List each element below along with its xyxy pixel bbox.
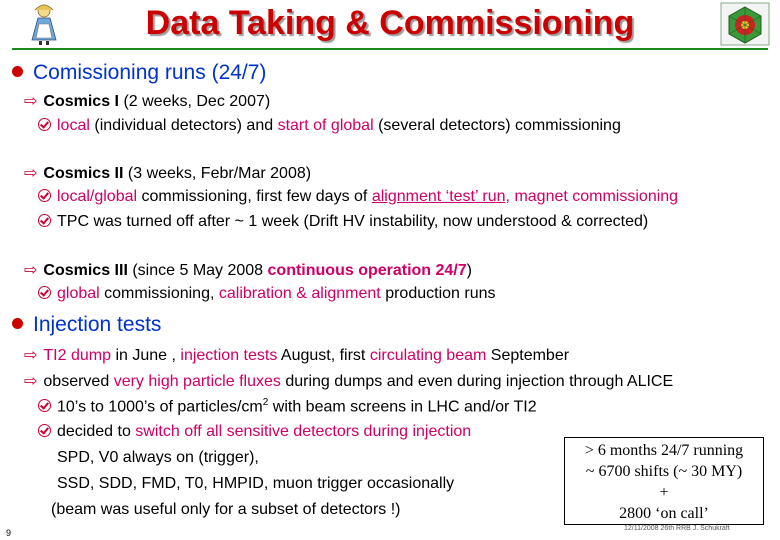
check-circle-icon (38, 286, 51, 299)
cosmics3-detail: global commissioning, calibration & alignment production runs (38, 285, 496, 303)
check-circle-icon (38, 399, 51, 412)
summary-line-3: + (659, 484, 669, 501)
footer-text: 12/11/2008 26th RRB J. Schukraft (624, 525, 730, 532)
outline-arrow-icon: ⇨ (24, 373, 38, 390)
injection-item-2: ⇨ observed very high particle fluxes during dumps and even during injection through ALICE (24, 373, 674, 390)
outline-arrow-icon: ⇨ (24, 165, 38, 182)
cosmics1-detail: local (individual detectors) and start of global (several detectors) commissioning (38, 117, 621, 135)
check-circle-icon (38, 118, 51, 131)
summary-line-2: ~ 6700 shifts (~ 30 MY) (585, 463, 743, 480)
red-dot-bullet (12, 318, 23, 329)
injection-item-1: ⇨ TI2 dump in June , injection tests August, first circulating beam September (24, 347, 570, 364)
injection-cont-3: (beam was useful only for a subset of detectors !) (51, 501, 401, 518)
cosmics3-item: ⇨ Cosmics III (since 5 May 2008 continuous operation 24/7) (24, 262, 472, 279)
summary-line-1: > 6 months 24/7 running (584, 442, 744, 459)
bullet-injection (12, 313, 161, 337)
outline-arrow-icon: ⇨ (24, 93, 38, 110)
page-number: 9 (6, 528, 12, 538)
injection-heading: Injection tests (33, 313, 162, 336)
injection-sub-2: decided to switch off all sensitive detectors during injection (38, 423, 471, 441)
commissioning-heading: Comissioning runs (24/7) (33, 61, 267, 84)
injection-cont-1: SPD, V0 always on (trigger), (57, 449, 259, 466)
check-circle-icon (38, 424, 51, 437)
cosmics2-detail-2: TPC was turned off after ~ 1 week (Drift HV instability, now understood & corrected) (38, 213, 648, 231)
cosmics2-detail-1: local/global commissioning, first few days of alignment ‘test’ run, magnet commissioning (38, 188, 678, 206)
outline-arrow-icon: ⇨ (24, 347, 38, 364)
check-circle-icon (38, 214, 51, 227)
cosmics2-item: ⇨ Cosmics II (3 weeks, Febr/Mar 2008) (24, 165, 312, 182)
bullet-commissioning (12, 61, 266, 85)
injection-sub-1: 10’s to 1000’s of particles/$cm^2$ with beam screens in LHC and/or TI2 (38, 397, 537, 416)
cosmics1-item: ⇨ Cosmics I (2 weeks, Dec 2007) (24, 93, 271, 110)
check-circle-icon (38, 189, 51, 202)
summary-line-4: 2800 ‘on call’ (619, 505, 709, 522)
injection-cont-2: SSD, SDD, FMD, T0, HMPID, muon trigger occasionally (57, 475, 455, 492)
summary-box (564, 437, 764, 525)
outline-arrow-icon: ⇨ (24, 262, 38, 279)
page-title: Data Taking & Commissioning (145, 4, 635, 42)
title-divider (12, 48, 768, 50)
red-dot-bullet (12, 66, 23, 77)
